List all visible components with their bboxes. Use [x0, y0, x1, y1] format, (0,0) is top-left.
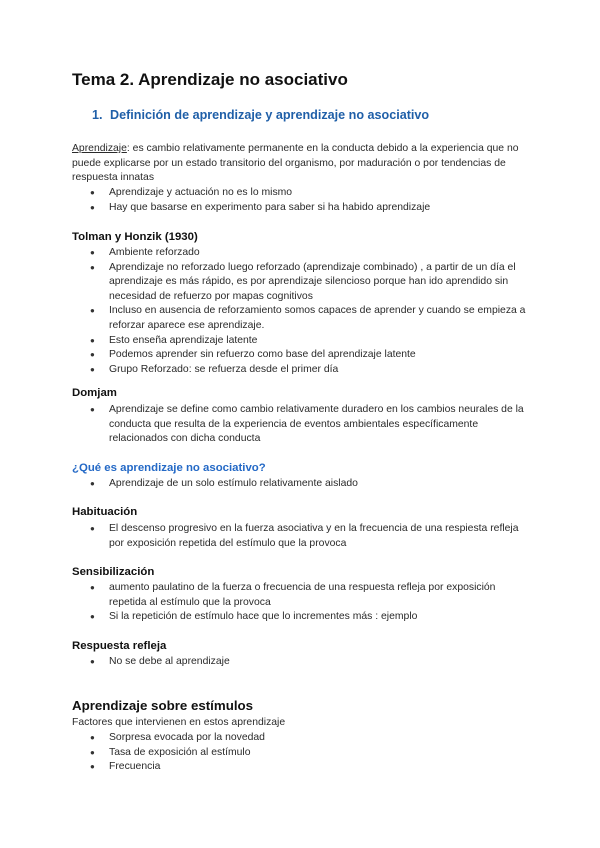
list-item — [90, 261, 530, 305]
bullet-icon: ● — [90, 262, 95, 272]
estimulos-bullets — [90, 731, 530, 775]
list-item — [90, 477, 530, 492]
list-item — [90, 304, 530, 333]
list-item — [90, 655, 530, 670]
list-item — [90, 731, 530, 746]
definition-paragraph — [72, 142, 532, 186]
bullet-icon: ● — [90, 350, 95, 360]
list-item-text: Hay que basarse en experimento para saber si ha habido aprendizaje — [109, 201, 431, 213]
list-item-text: Grupo Reforzado: se refuerza desde el primer día — [109, 363, 339, 375]
list-item — [90, 334, 530, 349]
bullet-icon: ● — [90, 747, 95, 757]
bullet-icon: ● — [90, 335, 95, 345]
habituacion-bullets — [90, 522, 530, 551]
que-es-heading: ¿Qué es aprendizaje no asociativo? — [72, 462, 266, 474]
bullet-icon: ● — [90, 202, 95, 212]
list-item — [90, 186, 530, 201]
definition-term: Aprendizaje — [72, 143, 127, 154]
definition-bullets — [90, 186, 530, 215]
que-es-bullets — [90, 477, 530, 492]
list-item-text: Sorpresa evocada por la novedad — [109, 732, 265, 743]
list-item-text: Aprendizaje de un solo estímulo relativamente aislado — [109, 478, 358, 489]
sensibilizacion-bullets — [90, 581, 530, 625]
list-item — [90, 363, 530, 378]
estimulos-intro: Factores que intervienen en estos aprendizaje — [72, 717, 286, 728]
definition-text: : es cambio relativamente permanente en la conducta debido a la experiencia que no puede explicarse por un estado transitorio del organismo, por maduración o por tendencias de respuesta innatas — [72, 143, 519, 184]
list-item-text: No se debe al aprendizaje — [109, 656, 230, 667]
bullet-icon: ● — [90, 364, 95, 374]
list-item — [90, 522, 530, 551]
section-heading-1 — [92, 108, 429, 122]
list-item-text: Aprendizaje se define como cambio relativamente duradero en los cambios neurales de la conducta que resulta de la experiencia de eventos ambientales específicamente relacionados con dicha conducta — [109, 404, 524, 445]
list-item-text: Ambiente reforzado — [109, 247, 200, 258]
bullet-icon: ● — [90, 762, 95, 772]
bullet-icon: ● — [90, 188, 95, 197]
list-item-text: Aprendizaje y actuación no es lo mismo — [109, 187, 293, 198]
list-item-text: Tasa de exposición al estímulo — [109, 746, 251, 758]
habituacion-heading: Habituación — [72, 506, 138, 518]
list-item — [90, 581, 530, 610]
respuesta-refleja-heading: Respuesta refleja — [72, 640, 167, 652]
list-item — [90, 201, 530, 216]
list-item-text: Incluso en ausencia de reforzamiento somos capaces de aprender y cuando se empieza a reforzar aparece ese aprendizaje. — [109, 305, 526, 331]
bullet-icon: ● — [90, 479, 95, 488]
list-item — [90, 760, 530, 775]
tolman-heading: Tolman y Honzik (1930) — [72, 231, 198, 243]
bullet-icon: ● — [90, 657, 95, 666]
list-item-text: Esto enseña aprendizaje latente — [109, 334, 258, 346]
list-item-text: Si la repetición de estímulo hace que lo incrementes más : ejemplo — [109, 611, 418, 623]
domjam-bullets — [90, 403, 530, 447]
list-item-text: Frecuencia — [109, 761, 161, 773]
bullet-icon: ● — [90, 248, 95, 257]
bullet-icon: ● — [90, 612, 95, 622]
list-item-text: aumento paulatino de la fuerza o frecuencia de una respuesta refleja por exposición repetida al estímulo que la provoca — [109, 582, 496, 608]
page-title: Tema 2. Aprendizaje no asociativo — [72, 70, 348, 89]
list-item — [90, 348, 530, 363]
section-heading-text: Definición de aprendizaje y aprendizaje no asociativo — [110, 108, 430, 122]
bullet-icon: ● — [90, 306, 95, 316]
list-item — [90, 746, 530, 761]
estimulos-heading: Aprendizaje sobre estímulos — [72, 698, 254, 713]
sensibilizacion-heading: Sensibilización — [72, 566, 155, 578]
bullet-icon: ● — [90, 733, 95, 742]
respuesta-refleja-bullets — [90, 655, 530, 670]
domjam-heading: Domjam — [72, 387, 117, 399]
list-item-text: Podemos aprender sin refuerzo como base del aprendizaje latente — [109, 349, 416, 361]
tolman-bullets — [90, 246, 530, 377]
list-item — [90, 403, 530, 447]
bullet-icon: ● — [90, 405, 95, 414]
bullet-icon: ● — [90, 524, 95, 533]
section-number: 1. — [92, 108, 103, 122]
bullet-icon: ● — [90, 583, 95, 592]
list-item-text: Aprendizaje no reforzado luego reforzado (aprendizaje combinado) , a partir de un día el aprendizaje es más rápido, es por aprendizaje silencioso porque han ido aprendido sin necesidad de refuerzo por mapas cognitivos — [109, 261, 516, 302]
list-item — [90, 610, 530, 625]
list-item — [90, 246, 530, 261]
list-item-text: El descenso progresivo en la fuerza asociativa y en la frecuencia de una respiesta refleja por exposición repetida del estímulo que la provoca — [109, 523, 519, 549]
